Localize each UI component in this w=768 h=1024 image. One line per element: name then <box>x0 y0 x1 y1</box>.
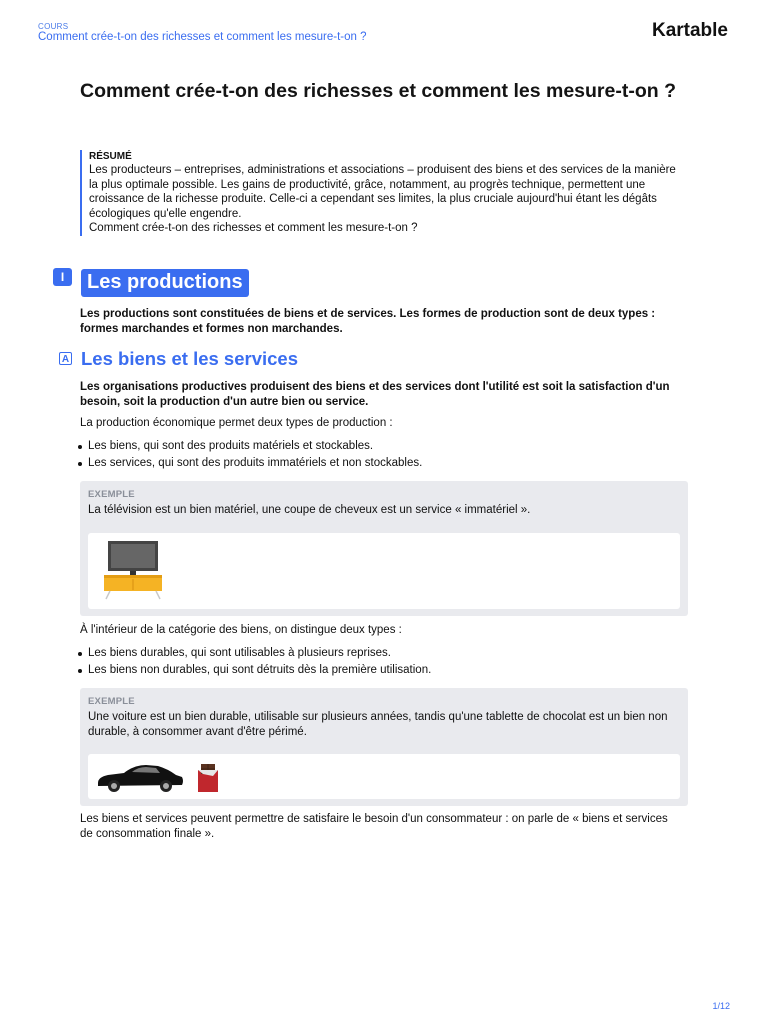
car-icon <box>94 759 186 795</box>
page-title: Comment crée-t-on des richesses et comment les mesure-t-on ? <box>80 80 676 102</box>
paragraph-final-consumption: Les biens et services peuvent permettre de satisfaire le besoin d'un consommateur : on parle de « biens et services de consommation finale ». <box>80 813 668 840</box>
brand-logo[interactable]: Kartable <box>651 20 728 41</box>
list-item-text: Les biens non durables, qui sont détruits dès la première utilisation. <box>88 664 432 676</box>
list-item <box>88 455 678 472</box>
example-image-panel <box>88 533 680 609</box>
paragraph-production-types: La production économique permet deux types de production : <box>80 417 393 429</box>
list-goods-services <box>88 438 678 472</box>
subsection-title: Les biens et les services <box>81 348 298 369</box>
example-text: La télévision est un bien matériel, une coupe de cheveux est un service « immatériel ». <box>88 504 531 516</box>
example-box-car <box>80 688 688 806</box>
summary-text: Les producteurs – entreprises, administrations et associations – produisent des biens et des services de la manière la plus optimale possible. Les gains de productivité, grâce, notamment, au progrès technique, permettent une croissance de la richesse produite. Celle-ci a cependant ses limites, la plus cruciale aujourd'hui étant les dégâts écologiques qu'elle engendre. <box>89 164 676 220</box>
definition-text: Les organisations productives produisent des biens et des services dont l'utilité est soit la satisfaction d'un besoin, soit la production d'un autre bien ou service. <box>80 381 670 408</box>
list-durable-goods <box>88 645 678 679</box>
header-kicker: COURS <box>38 22 69 31</box>
section-badge: I <box>53 268 72 286</box>
list-item <box>88 438 678 455</box>
example-label: EXEMPLE <box>88 489 135 500</box>
example-text: Une voiture est un bien durable, utilisable sur plusieurs années, tandis qu'une tablette de chocolat est un bien non durable, à consommer avant d'être périmé. <box>88 711 668 738</box>
list-item-text: Les services, qui sont des produits immatériels et non stockables. <box>88 457 423 469</box>
section-title: Les productions <box>81 269 249 297</box>
summary-question: Comment crée-t-on des richesses et comment les mesure-t-on ? <box>89 222 418 235</box>
list-item-text: Les biens durables, qui sont utilisables à plusieurs reprises. <box>88 647 391 659</box>
example-label: EXEMPLE <box>88 696 135 707</box>
chocolate-bar-icon <box>197 762 219 792</box>
list-item <box>88 645 678 662</box>
example-box-tv <box>80 481 688 616</box>
section-intro: Les productions sont constituées de biens et de services. Les formes de production sont de deux types : formes marchandes et formes non marchandes. <box>80 308 656 335</box>
subsection-badge: A <box>59 352 72 365</box>
paragraph-goods-types: À l'intérieur de la catégorie des biens, on distingue deux types : <box>80 624 402 636</box>
tv-icon <box>100 539 164 603</box>
summary-label: RÉSUMÉ <box>89 151 132 162</box>
header-title-link[interactable]: Comment crée-t-on des richesses et comment les mesure-t-on ? <box>38 31 367 43</box>
page-number: 1/12 <box>712 1001 730 1011</box>
example-image-panel <box>88 754 680 799</box>
summary-block <box>80 150 689 236</box>
list-item <box>88 662 678 679</box>
list-item-text: Les biens, qui sont des produits matériels et stockables. <box>88 440 374 452</box>
